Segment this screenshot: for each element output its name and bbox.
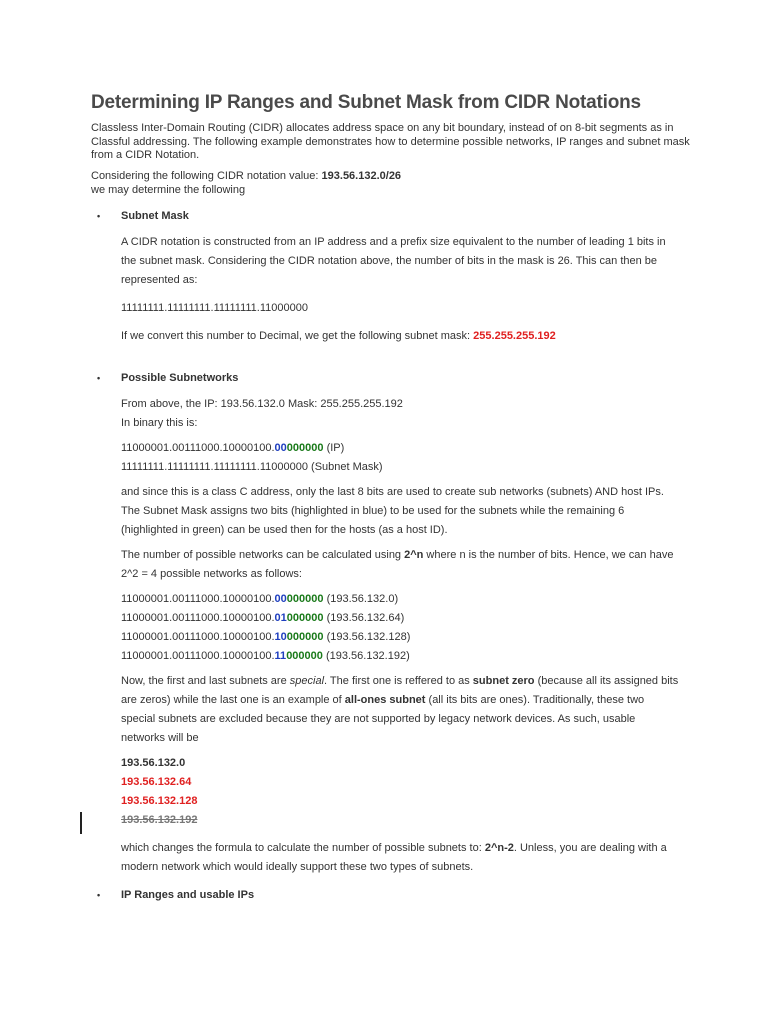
network-host-bits: 000000	[286, 612, 324, 624]
page-title: Determining IP Ranges and Subnet Mask from CIDR Notations	[91, 92, 641, 113]
ip-ranges-heading: IP Ranges and usable IPs	[121, 889, 255, 901]
usable-network-list	[121, 754, 681, 830]
special-text-4: (all its bits are ones). Traditionally, these two special subnets are excluded because they are not supported by legacy network devices. As such, usable networks will be	[121, 694, 645, 744]
all-ones-term: all-ones subnet	[344, 694, 426, 706]
subnet-zero-term: subnet zero	[472, 675, 535, 687]
network-decimal: (193.56.132.0)	[323, 593, 399, 605]
bullet-subnet-mask	[97, 210, 189, 222]
network-subnet-bits: 00	[274, 593, 287, 605]
class-c-explanation: and since this is a class C address, only the last 8 bits are used to create sub networks (subnets) AND host IPs. The Subnet Mask assigns two bits (highlighted in blue) to be used for the subnets while the remaining 6 (highlighted in green) can be used then for the hosts (as a host ID).	[121, 486, 664, 536]
formula-post: . Unless, you are dealing with a modern network which would ideally support these two types of subnets.	[121, 842, 667, 873]
network-row	[121, 647, 681, 666]
network-prefix: 11000001.00111000.10000100.	[121, 631, 275, 643]
network-list	[121, 590, 681, 666]
special-subnets-paragraph	[121, 672, 681, 748]
subnet-mask-para: A CIDR notation is constructed from an IP address and a prefix size equivalent to the number of leading 1 bits in the subnet mask. Considering the CIDR notation above, the number of bits in the mask is 26. This can then be represented as:	[121, 236, 666, 286]
bullet-dot-icon: •	[97, 890, 101, 900]
bullet-dot-icon: •	[97, 373, 101, 383]
calc-paragraph	[121, 546, 681, 584]
consider-line	[91, 170, 691, 184]
subnet-mask-section	[121, 233, 681, 346]
network-host-bits: 000000	[286, 650, 323, 662]
special-word: special	[289, 675, 325, 687]
mask-convert-line	[121, 327, 681, 346]
bullet-ip-ranges	[97, 889, 254, 901]
bullet-dot-icon: •	[97, 211, 101, 221]
formula-pre: which changes the formula to calculate the number of possible subnets to:	[121, 842, 485, 854]
consider-prefix: Considering the following CIDR notation value:	[91, 170, 322, 182]
network-row	[121, 609, 681, 628]
network-prefix: 11000001.00111000.10000100.	[121, 593, 275, 605]
consider-line-2: we may determine the following	[91, 183, 246, 196]
text-cursor	[80, 812, 82, 834]
special-text-3: (because all its assigned bits are zeros) while the last one is an example of	[121, 675, 679, 706]
ip-binary-prefix: 11000001.00111000.10000100.	[121, 442, 275, 454]
network-prefix: 11000001.00111000.10000100.	[121, 650, 275, 662]
ip-subnet-bits: 00	[274, 442, 287, 454]
network-row	[121, 590, 681, 609]
calc-pre: The number of possible networks can be calculated using	[121, 549, 405, 561]
possible-section	[121, 395, 681, 877]
network-prefix: 11000001.00111000.10000100.	[121, 612, 275, 624]
ip-host-bits: 000000	[286, 442, 324, 454]
cidr-consideration	[91, 170, 691, 197]
network-subnet-bits: 10	[274, 631, 287, 643]
ip-binary-line	[121, 439, 681, 458]
cidr-value: 193.56.132.0/26	[321, 170, 402, 182]
mask-binary: 11111111.11111111.11111111.11000000	[121, 302, 308, 314]
mask-decimal-value: 255.255.255.192	[473, 330, 556, 342]
formula-paragraph	[121, 839, 681, 877]
network-decimal: (193.56.132.64)	[323, 612, 405, 624]
bullet-possible-subnetworks	[97, 372, 238, 384]
calc-formula: 2^n	[404, 549, 424, 561]
usable-network: 193.56.132.128	[121, 795, 198, 807]
excluded-network: 193.56.132.192	[121, 814, 198, 826]
possible-heading: Possible Subnetworks	[121, 372, 239, 384]
network-decimal: (193.56.132.192)	[322, 650, 410, 662]
intro-text: Classless Inter-Domain Routing (CIDR) allocates address space on any bit boundary, instead of on 8-bit segments as in Classful addressing. The following example demonstrates how to determine possible networks, IP ranges and subnet mask from a CIDR Notation.	[91, 122, 690, 161]
formula-value: 2^n-2	[484, 842, 514, 854]
network-host-bits: 000000	[286, 593, 324, 605]
special-text-1: Now, the first and last subnets are	[121, 675, 290, 687]
subnet-mask-heading: Subnet Mask	[121, 210, 189, 222]
usable-network: 193.56.132.64	[121, 776, 192, 788]
from-above-line: From above, the IP: 193.56.132.0 Mask: 255.255.255.192	[121, 398, 403, 410]
network-host-bits: 000000	[286, 631, 324, 643]
network-row	[121, 628, 681, 647]
mask-binary-line: 11111111.11111111.11111111.11000000 (Subnet Mask)	[121, 461, 383, 473]
network-decimal: (193.56.132.128)	[323, 631, 411, 643]
convert-text: If we convert this number to Decimal, we get the following subnet mask:	[121, 330, 474, 342]
network-subnet-bits: 11	[274, 650, 287, 662]
calc-post: where n is the number of bits. Hence, we can have 2^2 = 4 possible networks as follows:	[121, 549, 674, 580]
intro-paragraph	[91, 122, 691, 163]
ip-binary-suffix: (IP)	[323, 442, 345, 454]
in-binary-line: In binary this is:	[121, 417, 198, 429]
special-text-2: . The first one is reffered to as	[324, 675, 473, 687]
usable-network: 193.56.132.0	[121, 757, 186, 769]
network-subnet-bits: 01	[274, 612, 287, 624]
